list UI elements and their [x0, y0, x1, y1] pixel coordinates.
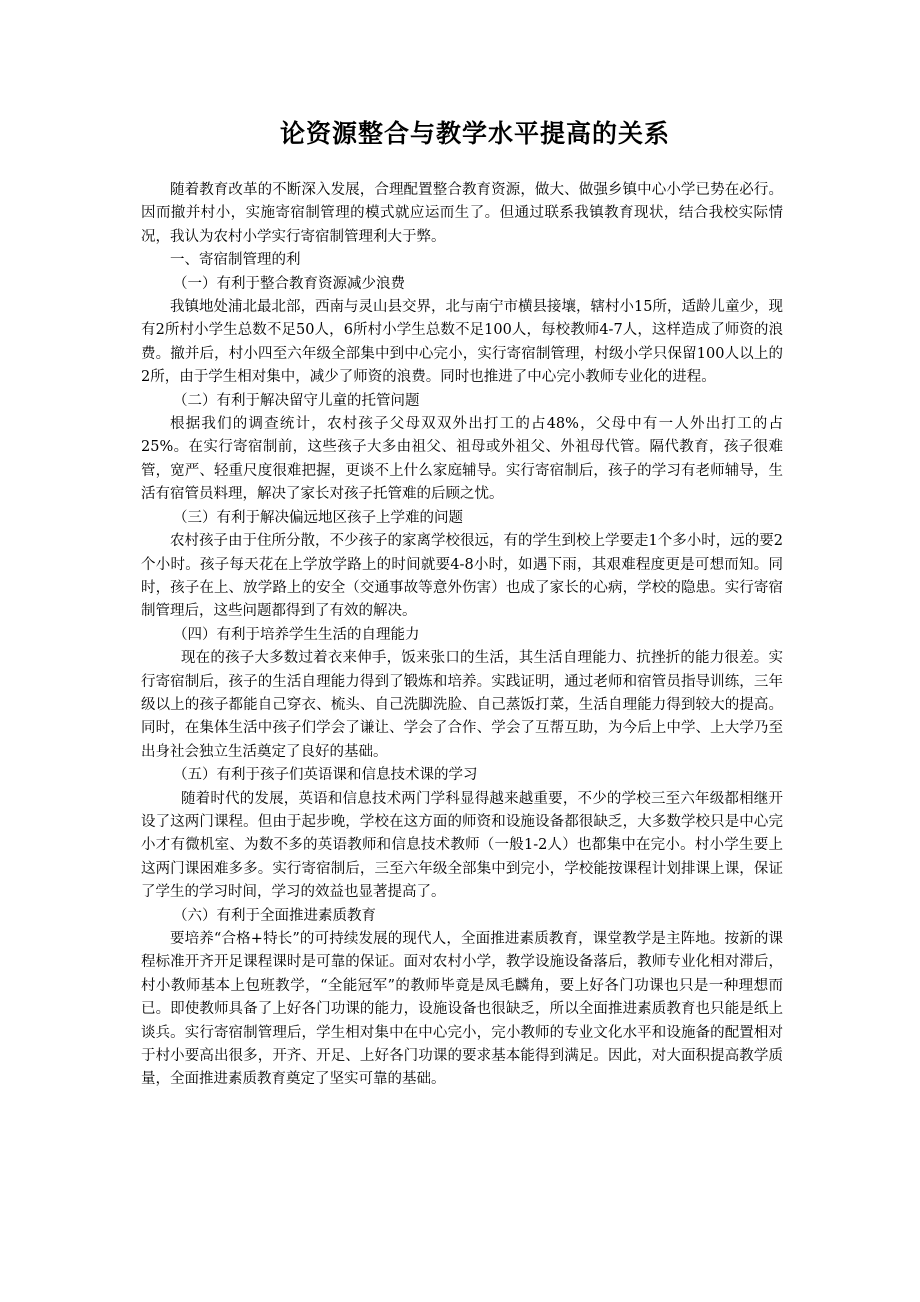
paragraph-3: 农村孩子由于住所分散，不少孩子的家离学校很远，有的学生到校上学要走1个多小时，远的要2个小时。孩子每天花在上学放学路上的时间就要4-8小时，如遇下雨，其艰难程度更是可想而知。同时，孩子在上、放学路上的安全（交通事故等意外伤害）也成了家长的心病，学校的隐患。实行寄宿制管理后，这些问题都得到了有效的解决。	[141, 533, 783, 620]
subheading-3: （三）有利于解决偏远地区孩子上学难的问题	[173, 509, 463, 526]
document-title: 论资源整合与教学水平提高的关系	[279, 119, 670, 148]
subheading-6: （六）有利于全面推进素质教育	[173, 907, 376, 924]
paragraph-5: 随着时代的发展，英语和信息技术两门学科显得越来越重要，不少的学校三至六年级都相继开设了这两门课程。但由于起步晚，学校在这方面的师资和设施设备都很缺乏，大多数学校只是中心完小才有微机室、为数不多的英语教师和信息技术教师（一般1-2人）也都集中在完小。村小学生要上这两门课困难多多。实行寄宿制后，三至六年级全部集中到完小，学校能按课程计划排课上课，保证了学生的学习时间，学习的效益也显著提高了。	[141, 790, 783, 901]
subheading-2: （二）有利于解决留守儿童的托管问题	[173, 392, 420, 409]
subheading-5: （五）有利于孩子们英语课和信息技术课的学习	[173, 767, 478, 784]
subheading-4: （四）有利于培养学生生活的自理能力	[173, 626, 420, 643]
document-body	[141, 179, 783, 1092]
paragraph-2: 根据我们的调查统计，农村孩子父母双双外出打工的占48%，父母中有一人外出打工的占25%。在实行寄宿制前，这些孩子大多由祖父、祖母或外祖父、外祖母代管。隔代教育，孩子很难管，宽严、轻重尺度很难把握，更谈不上什么家庭辅导。实行寄宿制后，孩子的学习有老师辅导，生活有宿管员料理，解决了家长对孩子托管难的后顾之忧。	[141, 416, 783, 503]
paragraph-1: 我镇地处浦北最北部，西南与灵山县交界，北与南宁市横县接壤，辖村小15所，适龄儿童少，现有2所村小学生总数不足50人，6所村小学生总数不足100人，每校教师4-7人，这样造成了师资的浪费。撤并后，村小四至六年级全部集中到中心完小，实行寄宿制管理，村级小学只保留100人以上的2所，由于学生相对集中，减少了师资的浪费。同时也推进了中心完小教师专业化的进程。	[141, 299, 783, 386]
paragraph-4: 现在的孩子大多数过着衣来伸手，饭来张口的生活，其生活自理能力、抗挫折的能力很差。实行寄宿制后，孩子的生活自理能力得到了锻炼和培养。实践证明，通过老师和宿管员指导训练，三年级以上的孩子都能自己穿衣、梳头、自己洗脚洗脸、自己蒸饭打菜，生活自理能力得到较大的提高。同时，在集体生活中孩子们学会了谦让、学会了合作、学会了互帮互助，为今后上中学、上大学乃至出身社会独立生活奠定了良好的基础。	[141, 650, 783, 760]
section-heading-advantages: 一、寄宿制管理的利	[170, 252, 301, 269]
subheading-1: （一）有利于整合教育资源减少浪费	[173, 275, 405, 292]
paragraph-6: 要培养“合格+特长”的可持续发展的现代人，全面推进素质教育，课堂教学是主阵地。按新的课程标准开齐开足课程课时是可靠的保证。面对农村小学，教学设施设备落后，教师专业化相对滞后，村小教师基本上包班教学，“全能冠军”的教师毕竟是凤毛麟角，要上好各门功课也只是一种理想而已。即使教师具备了上好各门功课的能力，设施设备也很缺乏，所以全面推进素质教育也只能是纸上谈兵。实行寄宿制管理后，学生相对集中在中心完小，完小教师的专业文化水平和设施备的配置相对于村小要高出很多，开齐、开足、上好各门功课的要求基本能得到满足。因此，对大面积提高教学质量，全面推进素质教育奠定了坚实可靠的基础。	[141, 931, 783, 1088]
paragraph-intro: 随着教育改革的不断深入发展，合理配置整合教育资源，做大、做强乡镇中心小学已势在必行。因而撤并村小，实施寄宿制管理的模式就应运而生了。但通过联系我镇教育现状，结合我校实际情况，我认为农村小学实行寄宿制管理利大于弊。	[141, 182, 783, 245]
